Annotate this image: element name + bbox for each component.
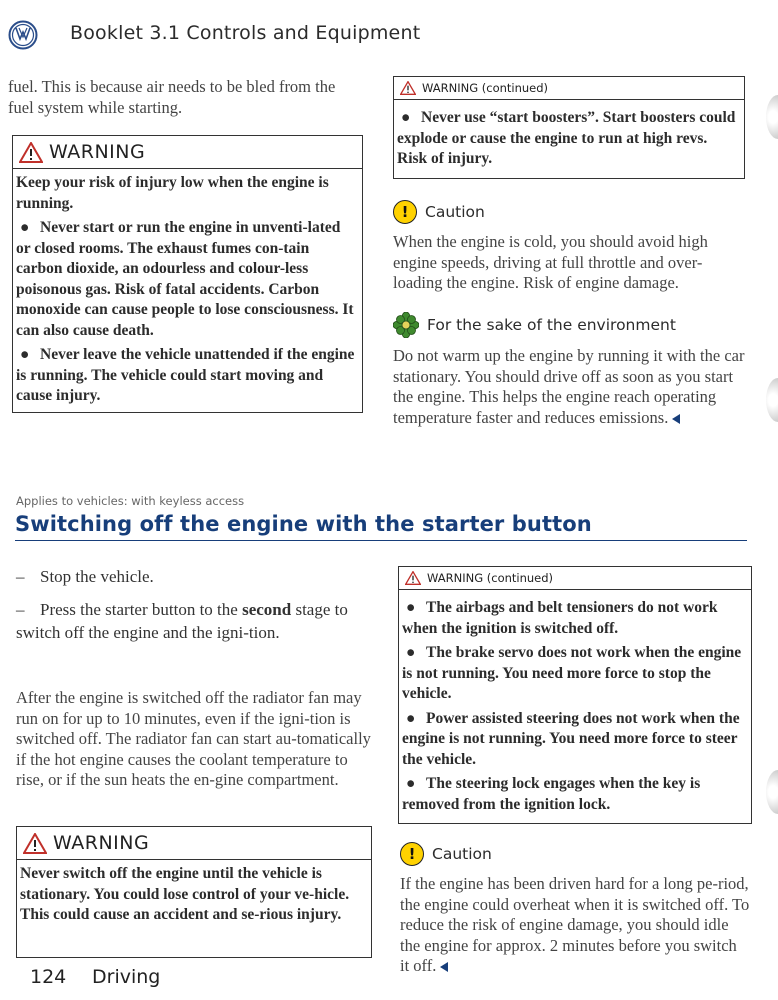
caution-icon: ! — [393, 200, 417, 224]
warning-triangle-icon — [19, 142, 43, 163]
warning-header — [13, 136, 362, 169]
warning-continued-title: WARNING (continued) — [427, 571, 554, 585]
caution-title: Caution — [425, 203, 485, 221]
caution-note-cold-engine — [393, 200, 749, 294]
chapter-label: Driving — [92, 966, 161, 988]
instruction-steps — [16, 565, 376, 654]
section-divider — [15, 540, 747, 541]
caution-text: When the engine is cold, you should avoid high engine speeds, driving at full throttle and over-loading the engine. Risk of engine damage. — [393, 232, 708, 292]
warning-continued-bullet-2: ● The brake servo does not work when the engine is not running. You need more force to stop the vehicle. — [402, 644, 742, 702]
warning-triangle-icon — [400, 81, 416, 95]
warning-title: WARNING — [53, 832, 150, 854]
warning-continued-body — [399, 590, 751, 819]
warning-box-switch-off — [16, 826, 372, 958]
environment-title: For the sake of the environment — [427, 316, 676, 334]
binder-tab-decoration — [766, 378, 778, 422]
page-number: 124 — [30, 966, 67, 988]
warning-body — [13, 169, 362, 411]
environment-note — [393, 312, 749, 428]
intro-paragraph — [8, 77, 360, 118]
environment-text: Do not warm up the engine by running it with the car stationary. You should drive off as soon as you start the engine. This helps the engine reach operating temperature faster and reduces emissions. — [393, 346, 745, 427]
warning-continued-body — [394, 100, 744, 174]
warning-continued-title: WARNING (continued) — [422, 81, 549, 95]
environment-flower-icon — [393, 312, 419, 338]
end-of-section-arrow-icon — [672, 414, 680, 424]
warning-continued-box-boosters — [393, 76, 745, 179]
warning-triangle-icon — [23, 833, 47, 854]
warning-lead: Keep your risk of injury low when the engine is running. — [16, 174, 329, 212]
warning-body — [17, 860, 371, 930]
caution-icon: ! — [400, 842, 424, 866]
warning-continued-bullet-1: ● Never use “start boosters”. Start boosters could explode or cause the engine to run at high revs. Risk of injury. — [397, 109, 736, 167]
intro-text: fuel. This is because air needs to be bled from the fuel system while starting. — [8, 77, 336, 117]
warning-triangle-icon — [405, 571, 421, 585]
warning-continued-bullet-1: ● The airbags and belt tensioners do not work when the ignition is switched off. — [402, 599, 718, 637]
radiator-fan-paragraph: After the engine is switched off the radiator fan may run on for up to 10 minutes, even if the igni-tion is switched off. The radiator fan can start au-tomatically if the hot engine causes the coolant temperature to rise, or if the sun heats the en-gine compartment. — [16, 688, 371, 789]
warning-title: WARNING — [49, 141, 146, 163]
warning-bullet-1: ● Never start or run the engine in unventi-lated or closed rooms. The exhaust fumes con-tain carbon dioxide, an odourless and colour-less poisonous gas. Risk of fatal accidents. Carbon monoxide can cause people to lose consciousness. It can also cause death. — [16, 219, 354, 339]
environment-text-block — [393, 346, 749, 428]
binder-tab-decoration — [766, 770, 778, 814]
end-of-section-arrow-icon — [440, 962, 448, 972]
binder-tab-decoration — [766, 95, 778, 139]
caution-header — [393, 200, 749, 224]
warning-continued-bullet-3: ● Power assisted steering does not work when the engine is not running. You need more force to steer the vehicle. — [402, 709, 740, 768]
warning-continued-box-ignition — [398, 566, 752, 824]
warning-header — [17, 827, 371, 860]
warning-bullet-2: ● Never leave the vehicle unattended if the engine is running. The vehicle could start moving and cause injury. — [16, 346, 355, 404]
warning-text: Never switch off the engine until the vehicle is stationary. You could lose control of your ve-hicle. This could cause an accident and se-rious injury. — [20, 865, 350, 923]
warning-box-exhaust — [12, 135, 363, 413]
section-heading: Switching off the engine with the starter button — [15, 512, 592, 536]
step-1: – Stop the vehicle. — [16, 567, 154, 586]
section-applies-to: Applies to vehicles: with keyless access — [16, 494, 245, 508]
caution-note-overheat — [400, 842, 750, 977]
vw-logo-icon — [8, 20, 38, 50]
caution-text: If the engine has been driven hard for a long pe-riod, the engine could overheat when it is switched off. To reduce the risk of engine damage, you should idle the engine for approx. 2 minutes before you switch it off. — [400, 874, 750, 975]
caution-title: Caution — [432, 845, 492, 863]
warning-continued-header — [399, 567, 751, 590]
warning-continued-bullet-4: ● The steering lock engages when the key is removed from the ignition lock. — [402, 775, 701, 813]
warning-continued-header — [394, 77, 744, 100]
caution-header — [400, 842, 750, 866]
environment-header — [393, 312, 749, 338]
page-header-title: Booklet 3.1 Controls and Equipment — [70, 22, 421, 44]
step-2: – Press the starter button to the second stage to switch off the engine and the igni-tion. — [16, 600, 348, 642]
caution-text-block — [400, 874, 750, 977]
